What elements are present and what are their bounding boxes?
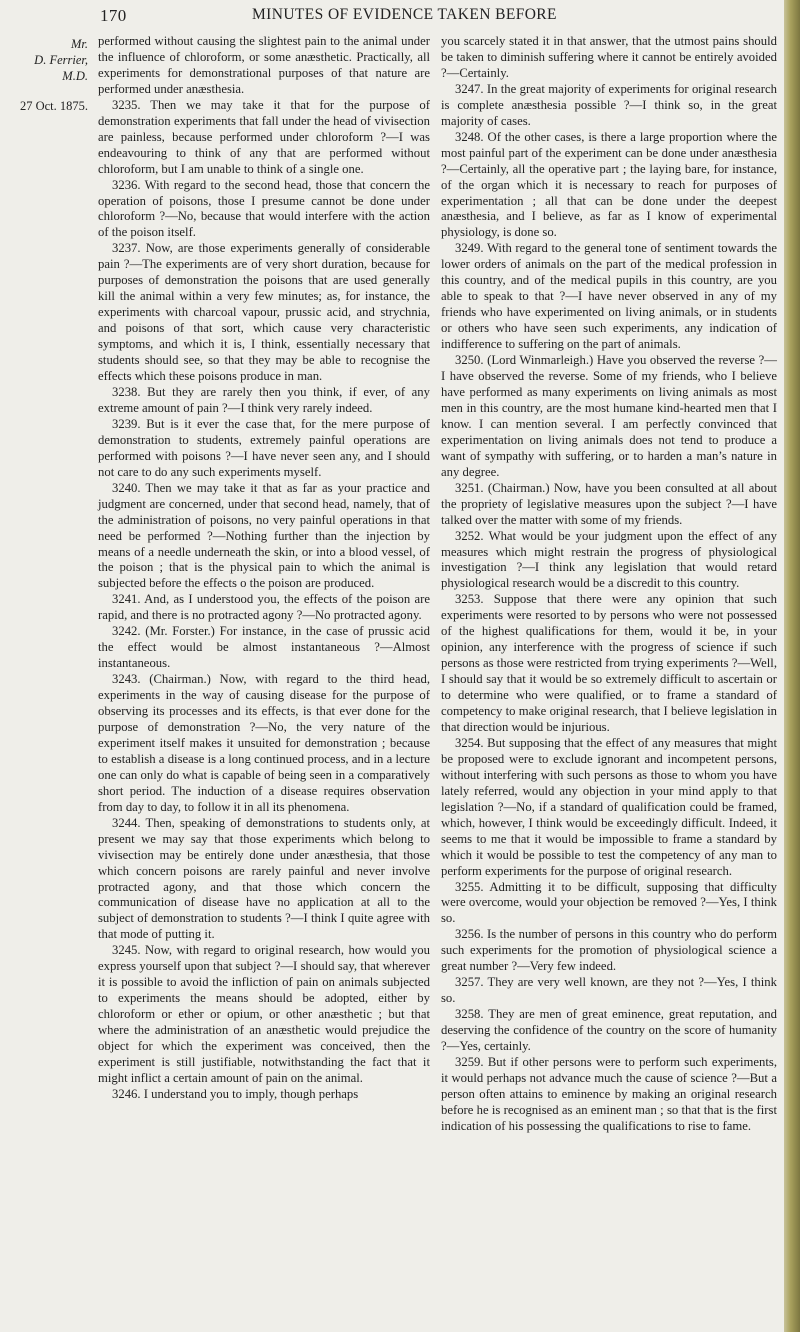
page-number: 170 [100, 6, 127, 25]
paragraph: 3258. They are men of great eminence, great reputation, and deserving the confidence of the country on the score of humanity ?—Yes, certainly. [441, 1007, 777, 1054]
paragraph: 3253. Suppose that there were any opinion that such experiments were resorted to by persons who were not possessed of the highest qualifications for them, would it be, in your opinion, any interference with the progress of science if such persons as those were restricted from trying experiments ?—Well, I should say that it would be so extremely difficult to ascertain or to determine who were qualified, or to frame a standard of competency to make original research, that I believe legislation in that direction would be injurious. [441, 592, 777, 734]
witness-degree: M.D. [62, 69, 88, 83]
paragraph: performed without causing the slightest pain to the animal under the influence of chloroform, or some anæsthetic. Practically, all experiments for demonstrational purposes of that nature are performed under anæsthesia. [98, 34, 430, 96]
paragraph: 3254. But supposing that the effect of any measures that might be proposed were to exclude ignorant and incompetent persons, without interfering with such persons as those to whom you have lately referred, would any objection in your mind apply to that legislation ?—No, if a standard of qualification could be framed, which, however, I think would be exceedingly difficult. Indeed, it seems to me that it would be impossible to frame a standard by which it would be possible to test the competency of any man to perform experiments for the purpose of original research. [441, 735, 777, 878]
paragraph: 3245. Now, with regard to original research, how would you express yourself upon that subject ?—I should say, that wherever it is possible to avoid the infliction of pain on animals subjected to experiments the means should be adopted, either by chloroform or ether or opium, or other anæsthetic ; but that where the administration of an anæsthetic would prejudice the object for which the experiment was conceived, then the experiment is still justifiable, notwithstanding the fact that it might inflict a certain amount of pain on the animal. [98, 943, 430, 1085]
right-column [441, 34, 777, 1135]
witness-name: D. Ferrier, [34, 53, 88, 67]
paragraph: 3239. But is it ever the case that, for the mere purpose of demonstration to students, extremely painful operations are performed with poisons ?—I have never seen any, and I should not care to do any such experiments myself. [98, 416, 430, 479]
paragraph: 3251. (Chairman.) Now, have you been consulted at all about the propriety of legislative measures upon the subject ?—I have talked over the matter with some of my friends. [441, 480, 777, 527]
paragraph: you scarcely stated it in that answer, that the utmost pains should be taken to diminish suffering where it cannot be entirely avoided ?—Certainly. [441, 34, 777, 80]
paragraph: 3248. Of the other cases, is there a large proportion where the most painful part of the experiment can be done under anæsthesia ?—Certainly, all the operative part ; the laying bare, for instance, of the organ which it is necessary to reach for purposes of experimentation ; all that can be done under the deepest anæsthesia, and I believe, as far as I know of experimental physiology, is done so. [441, 129, 777, 240]
paragraph: 3250. (Lord Winmarleigh.) Have you observed the reverse ?—I have observed the reverse. Some of my friends, who I believe have performed as many experiments on living animals as most men in this country, are the most humane kind-hearted men that I know. I can mention several. I am perfectly convinced that experimentation on living animals does not tend to produce a want of sympathy with suffering, or to harden a man’s nature in any degree. [441, 353, 777, 479]
paragraph: 3242. (Mr. Forster.) For instance, in the case of prussic acid the effect would be almost instantaneous ?—Almost instantaneous. [98, 624, 430, 671]
paragraph: 3252. What would be your judgment upon the effect of any measures which might restrain the progress of physiological investigation ?—I think any legislation that would retard physiological research would be a discredit to this country. [441, 528, 777, 591]
paragraph: 3259. But if other persons were to perform such experiments, it would perhaps not advance much the cause of science ?—But a person often attains to eminence by making an original research before he is recognised as an eminent man ; so that that is the first indication of his possessing the qualifications to rise to fame. [441, 1055, 777, 1133]
paragraph: 3244. Then, speaking of demonstrations to students only, at present we may say that those experiments which belong to vivisection may be entirely done under anæsthesia, that those which concern poisons are rarely painful and never involve protracted agony, and that those which concern the communication of disease have no application at all to the subject of demonstration to students ?—I think I quite agree with that mode of putting it. [98, 815, 430, 942]
margin-note [8, 36, 88, 114]
paragraph: 3235. Then we may take it that for the purpose of demonstration experiments that fall under the head of vivisection are painless, because performed under chloroform ?—I was endeavouring to think of any that are performed without chloroform, but I am unable to think of a single one. [98, 97, 430, 176]
paragraph: 3255. Admitting it to be difficult, supposing that difficulty were overcome, would your objection be removed ?—Yes, I think so. [441, 879, 777, 926]
paragraph: 3243. (Chairman.) Now, with regard to the third head, experiments in the way of causing disease for the purpose of observing its processes and its effects, is that ever done for the purpose of demonstration ?—No, the very nature of the experiment itself makes it unsuited for demonstration ; because to establish a disease is a long continued process, and in a lecture one can only do what is capable of being seen in a comparatively short period. The induction of a disease requires observation from day to day, to follow it in all its phenomena. [98, 672, 430, 814]
running-title: MINUTES OF EVIDENCE TAKEN BEFORE [252, 6, 557, 23]
paragraph: 3237. Now, are those experiments generally of considerable pain ?—The experiments are of very short duration, because for purposes of demonstration the poisons that are used generally kill the animal within a very few minutes; as, for instance, the experiments with charcoal vapour, prussic acid, and strychnia, and poisons of that sort, which cause very characteristic symptoms, and which it is, I think, essentially necessary that students should see, so that they may be able to recognise the effects which these poisons produce in man. [98, 241, 430, 384]
left-column [98, 34, 430, 1103]
witness-prefix: Mr. [70, 37, 88, 51]
evidence-date: 27 Oct. 1875. [19, 99, 88, 113]
paragraph: 3246. I understand you to imply, though perhaps [112, 1086, 359, 1101]
paragraph: 3256. Is the number of persons in this country who do perform such experiments for the promotion of physiological science a great number ?—Very few indeed. [441, 927, 777, 974]
page-header [100, 6, 770, 26]
paragraph: 3249. With regard to the general tone of sentiment towards the lower orders of animals on the part of the medical profession in this country, and of the medical pupils in this country, are you able to speak to that ?—I have never observed in any of my friends who have experimented on living animals, or in students or others who have seen such experiments, any indication of indifference to suffering on the part of animals. [441, 241, 777, 352]
paragraph: 3241. And, as I understood you, the effects of the poison are rapid, and there is no protracted agony ?—No protracted agony. [98, 592, 430, 623]
page-edge-shadow [784, 0, 800, 1332]
paragraph: 3240. Then we may take it that as far as your practice and judgment are concerned, under that second head, namely, that of the administration of poisons, no very painful operations in that need be performed ?—Nothing further than the injection by means of a needle underneath the skin, or into a blood vessel, of the poison ; that is the physical pain to which the animal is subjected before the effects o the poison are produced. [98, 480, 430, 591]
paragraph: 3247. In the great majority of experiments for original research is complete anæsthesia possible ?—I think so, in the great majority of cases. [441, 81, 777, 128]
paragraph: 3236. With regard to the second head, those that concern the operation of poisons, those I presume cannot be done under chloroform ?—No, because that would interfere with the action of the poison itself. [98, 177, 430, 240]
paragraph: 3257. They are very well known, are they not ?—Yes, I think so. [441, 975, 777, 1006]
paragraph: 3238. But they are rarely then you think, if ever, of any extreme amount of pain ?—I think very rarely indeed. [98, 384, 430, 415]
